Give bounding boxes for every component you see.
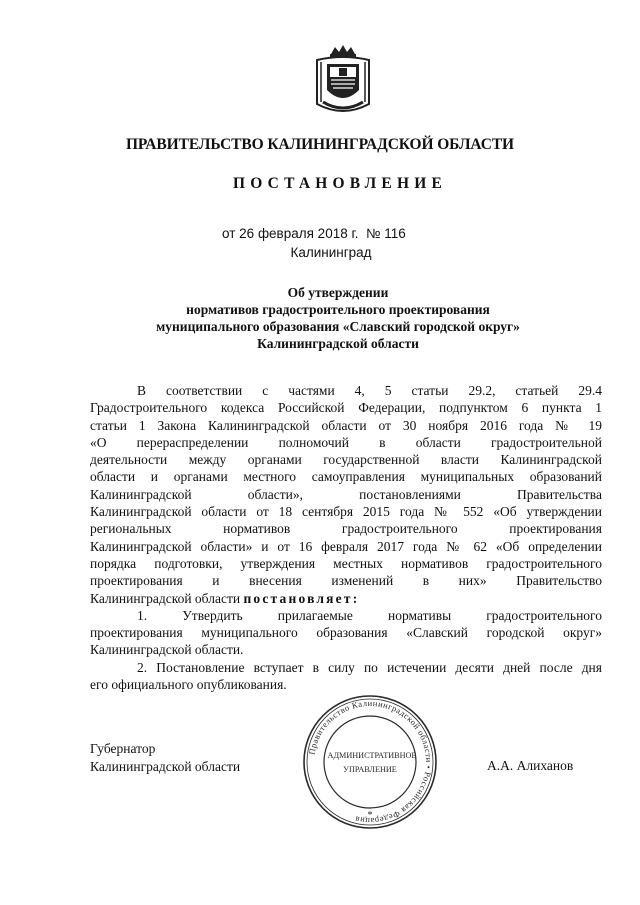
document-number: 116 (384, 226, 406, 241)
seal-star: * (367, 810, 373, 821)
body-line: Калининградской области», постановлениями Правительства (90, 486, 602, 502)
body-line-last (90, 590, 602, 607)
body-line: статьи 1 Закона Калининградской области от 30 ноября 2016 года № 19 (90, 417, 602, 433)
body-line: 2. Постановление вступает в силу по истечении десяти дней после дня (137, 659, 602, 675)
official-seal-icon (300, 692, 440, 832)
seal-outer-text: Правительство Калининградской области • Российская Федерация (306, 697, 435, 827)
city: Калининград (290, 245, 372, 260)
coat-of-arms-icon (313, 44, 373, 118)
number-sign: № (366, 226, 381, 241)
document-date: 26 февраля 2018 г. (239, 226, 359, 241)
document-body (90, 382, 602, 693)
decree-word: постановляет: (243, 590, 360, 606)
body-line: региональных нормативов градостроительного проектирования (90, 521, 602, 537)
signer-position (90, 740, 240, 775)
seal-inner-line: УПРАВЛЕНИЕ (343, 765, 397, 774)
subject-line: нормативов градостроительного проектирования (186, 302, 490, 317)
signer-position-line: Губернатор (90, 741, 156, 756)
signer-name: А.А. Алиханов (487, 758, 574, 773)
body-line: «О перераспределении полномочий в области градостроительной (90, 434, 602, 450)
subject-line: муниципального образования «Славский городской округ» (156, 319, 520, 334)
government-title: ПРАВИТЕЛЬСТВО КАЛИНИНГРАДСКОЙ ОБЛАСТИ (125, 136, 515, 153)
seal-inner-line: АДМИНИСТРАТИВНОЕ (327, 751, 417, 760)
body-line: проектирования муниципального образования «Славский городской округ» (90, 625, 602, 641)
document-type: ПОСТАНОВЛЕНИЕ (232, 175, 448, 192)
body-line: Калининградской области от 18 сентября 2015 года № 552 «Об утверждении (90, 504, 602, 520)
body-line: 1. Утвердить прилагаемые нормативы градостроительного (137, 607, 602, 623)
date-line (222, 226, 406, 241)
body-line: Калининградской области. (90, 642, 244, 658)
body-line: деятельности между органами государственной власти Калининградской (90, 452, 602, 468)
item-2 (90, 659, 602, 694)
body-line: В соответствии с частями 4, 5 статьи 29.2, статьей 29.4 (137, 383, 602, 398)
signer-position-line: Калининградской области (90, 758, 241, 774)
subject-line: Калининградской области (257, 336, 419, 351)
body-line: проектирования и внесения изменений в них» Правительство (90, 573, 602, 589)
body-line: порядка подготовки, утверждения местных нормативов градостроительного (90, 555, 602, 571)
body-line: Калининградской области» и от 16 февраля 2017 года № 62 «Об определении (90, 538, 602, 554)
preamble-paragraph (90, 382, 602, 607)
date-prefix: от (222, 226, 236, 241)
document-subject (0, 284, 640, 352)
body-line: Градостроительного кодекса Российской Федерации, подпунктом 6 пункта 1 (90, 400, 602, 416)
body-line: его официального опубликования. (90, 677, 287, 693)
item-1 (90, 607, 602, 659)
subject-line: Об утверждении (287, 285, 389, 300)
body-line: области и органами местного самоуправления муниципальных образований (90, 469, 602, 485)
body-text: Калининградской области (90, 590, 241, 606)
